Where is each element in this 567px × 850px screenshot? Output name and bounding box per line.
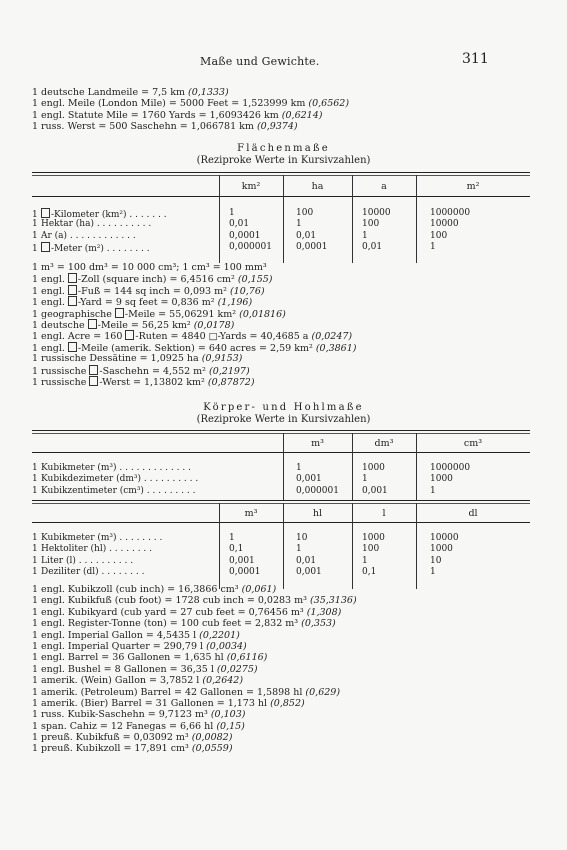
row-label-text: -Meter (m²) . . . . . . . . bbox=[51, 243, 150, 254]
conversion-line bbox=[32, 641, 357, 652]
line-prefix: engl. bbox=[41, 297, 68, 309]
reciprocal-value: (1,196) bbox=[217, 297, 253, 309]
square-symbol-icon bbox=[41, 208, 50, 218]
line-text: span. Cahiz = 12 Fanegas = 6,66 hl bbox=[41, 720, 214, 732]
row-number: 1 bbox=[32, 555, 38, 566]
area-col-header-a: a bbox=[381, 181, 387, 192]
conversion-line bbox=[32, 342, 356, 353]
row-label-text: Kubikzentimeter (cm³) . . . . . . . . . bbox=[41, 485, 196, 496]
table-top-rule bbox=[32, 172, 530, 173]
table-row bbox=[32, 208, 530, 219]
line-text: amerik. (Petroleum) Barrel = 42 Gallonen = 1,5898 hl bbox=[41, 686, 303, 698]
line-number: 1 bbox=[32, 640, 39, 652]
line-number: 1 bbox=[32, 274, 39, 286]
table-cell: 0,01 bbox=[296, 230, 317, 241]
row-label-text: Liter (l) . . . . . . . . . . bbox=[41, 555, 134, 566]
line-text: amerik. (Wein) Gallon = 3,7852 l bbox=[41, 675, 200, 687]
table-row bbox=[32, 474, 530, 485]
reciprocal-value: (0,2197) bbox=[209, 365, 250, 377]
conversion-line bbox=[32, 319, 356, 330]
reciprocal-value: (0,0247) bbox=[311, 331, 353, 343]
reciprocal-value: (0,9153) bbox=[201, 353, 243, 365]
conversion-line bbox=[32, 732, 357, 743]
line-text: engl. Statute Mile = 1760 Yards = 1,6093426 km bbox=[41, 109, 279, 121]
reciprocal-value: (0,0082) bbox=[191, 732, 233, 744]
reciprocal-value: (0,3861) bbox=[315, 342, 357, 354]
reciprocal-value: (1,308) bbox=[306, 606, 342, 618]
line-number: 1 bbox=[32, 98, 39, 110]
line-text: -Meile = 55,06291 km² bbox=[124, 308, 237, 320]
line-text: russ. Werst = 500 Saschehn = 1,066781 km bbox=[41, 121, 254, 133]
reciprocal-value: (0,2642) bbox=[202, 675, 244, 687]
conversion-line bbox=[32, 308, 356, 319]
area-section-title: Flächenmaße bbox=[237, 143, 330, 154]
square-symbol-icon bbox=[115, 308, 124, 318]
square-symbol-icon bbox=[68, 285, 77, 295]
area-col-header-ha: ha bbox=[311, 181, 324, 192]
table-row bbox=[32, 567, 530, 578]
conversion-line bbox=[32, 721, 357, 732]
conversion-line bbox=[32, 121, 349, 132]
table-row bbox=[32, 486, 530, 497]
reciprocal-value: (0,852) bbox=[270, 697, 305, 709]
conversion-line bbox=[32, 353, 356, 364]
conversion-line bbox=[32, 330, 356, 341]
conversion-line bbox=[32, 584, 357, 595]
conversion-line bbox=[32, 652, 357, 663]
reciprocal-value: (35,3136) bbox=[309, 595, 357, 607]
area-col-header-km2: km² bbox=[241, 181, 261, 192]
line-text: russ. Kubik-Saschehn = 9,7123 m³ bbox=[41, 709, 208, 721]
reciprocal-value: (0,9374) bbox=[256, 121, 298, 133]
line-number: 1 bbox=[32, 732, 39, 744]
table-cell: 0,001 bbox=[229, 555, 255, 566]
line-prefix: engl. bbox=[41, 274, 68, 286]
vol1-col-header-m3: m³ bbox=[311, 438, 324, 449]
table-cell: 0,001 bbox=[296, 474, 322, 485]
line-text: engl. Kubikzoll (cub inch) = 16,3866 cm³ bbox=[41, 584, 239, 595]
line-number: 1 bbox=[32, 697, 39, 709]
table-cell: 0,000001 bbox=[296, 485, 339, 496]
table-row bbox=[32, 463, 530, 474]
table-cell: 1 bbox=[430, 566, 436, 577]
table-row bbox=[32, 533, 530, 544]
line-text: engl. Kubikyard (cub yard = 27 cub feet = 0,76456 m³ bbox=[41, 606, 304, 618]
line-number: 1 bbox=[32, 652, 39, 664]
line-number: 1 bbox=[32, 675, 39, 687]
row-label-text: Kubikmeter (m³) . . . . . . . . . . . . . bbox=[41, 463, 191, 473]
line-text: engl. Register-Tonne (ton) = 100 cub feet = 2,832 m³ bbox=[41, 618, 299, 630]
table-header-rule bbox=[32, 196, 530, 197]
running-header-title: Maße und Gewichte. bbox=[200, 55, 320, 68]
reciprocal-value: (10,76) bbox=[229, 285, 265, 297]
line-number: 1 bbox=[32, 618, 39, 630]
table-cell: 1 bbox=[430, 485, 436, 496]
row-number: 1 bbox=[32, 463, 38, 473]
reciprocal-value: (0,353) bbox=[301, 618, 336, 630]
line-number: 1 bbox=[32, 743, 39, 755]
row-label bbox=[32, 242, 150, 255]
table-cell: 1 bbox=[296, 219, 302, 230]
conversion-line bbox=[32, 698, 357, 709]
line-text: preuß. Kubikzoll = 17,891 cm³ bbox=[41, 743, 189, 755]
reciprocal-value: (0,629) bbox=[305, 686, 341, 698]
conversion-line bbox=[32, 709, 357, 720]
line-text: -Zoll (square inch) = 6,4516 cm² bbox=[77, 274, 235, 286]
reciprocal-value: (0,0034) bbox=[206, 640, 247, 652]
line-text: -Meile = 56,25 km² bbox=[97, 319, 191, 331]
table-cell: 0,0001 bbox=[296, 241, 328, 252]
table-top-rule bbox=[32, 503, 530, 504]
conversion-line bbox=[32, 98, 349, 109]
table-cell: 10000 bbox=[430, 533, 459, 543]
area-col-header-m2: m² bbox=[466, 181, 480, 192]
reciprocal-value: (0,0275) bbox=[216, 663, 258, 675]
line-number: 1 bbox=[32, 376, 39, 388]
line-text: engl. Bushel = 8 Gallonen = 36,35 l bbox=[41, 663, 214, 675]
vol2-col-header-l: l bbox=[382, 508, 386, 519]
row-number: 1 bbox=[32, 544, 38, 555]
line-number: 1 bbox=[32, 87, 39, 98]
table-cell: 0,0001 bbox=[229, 566, 261, 577]
table-row bbox=[32, 242, 530, 253]
line-prefix: deutsche bbox=[41, 319, 88, 331]
table-cell: 1000000 bbox=[430, 208, 471, 218]
row-number: 1 bbox=[32, 533, 38, 543]
line-text: preuß. Kubikfuß = 0,03092 m³ bbox=[41, 732, 189, 744]
row-label bbox=[32, 567, 144, 578]
line-text: -Fuß = 144 sq inch = 0,093 m² bbox=[77, 285, 227, 297]
line-number: 1 bbox=[32, 297, 39, 309]
row-number: 1 bbox=[32, 566, 38, 577]
table-row bbox=[32, 219, 530, 230]
line-text: deutsche Landmeile = 7,5 km bbox=[41, 87, 185, 98]
line-number: 1 bbox=[32, 629, 39, 641]
line-prefix: geographische bbox=[41, 308, 115, 320]
table-cell: 1 bbox=[362, 230, 368, 241]
square-symbol-icon bbox=[89, 365, 98, 375]
line-number: 1 bbox=[32, 109, 39, 121]
table-cell: 0,01 bbox=[362, 241, 383, 252]
table-cell: 1 bbox=[229, 533, 235, 543]
table-cell: 0,001 bbox=[362, 485, 388, 496]
line-number: 1 bbox=[32, 584, 39, 595]
line-number: 1 bbox=[32, 285, 39, 297]
table-cell: 0,1 bbox=[362, 566, 377, 577]
volume-section-title: Körper- und Hohlmaße bbox=[203, 402, 364, 413]
table-cell: 1 bbox=[430, 241, 436, 252]
table-cell: 1 bbox=[362, 474, 368, 485]
square-symbol-icon bbox=[89, 376, 98, 386]
table-cell: 1 bbox=[362, 555, 368, 566]
row-label bbox=[32, 474, 198, 485]
reciprocal-value: (0,01816) bbox=[239, 308, 286, 320]
vol1-col-header-dm3: dm³ bbox=[374, 438, 394, 449]
row-label-text: Deziliter (dl) . . . . . . . . bbox=[41, 566, 145, 577]
table-cell: 1 bbox=[229, 208, 235, 218]
line-text: -Werst = 1,13802 km² bbox=[99, 376, 205, 388]
page-number: 311 bbox=[462, 51, 489, 67]
table-top-rule bbox=[32, 433, 530, 434]
conversion-line bbox=[32, 262, 356, 273]
line-prefix: russische bbox=[41, 376, 90, 388]
table-cell: 1000 bbox=[362, 533, 385, 543]
row-label bbox=[32, 533, 162, 544]
table-top-rule bbox=[32, 500, 530, 501]
line-text: -Ruten = 4840 □-Yards = 40,4685 a bbox=[135, 331, 309, 343]
line-text: -Meile (amerik. Sektion) = 640 acres = 2,59 km² bbox=[77, 342, 313, 354]
area-section-subtitle: (Reziproke Werte in Kursivzahlen) bbox=[196, 155, 371, 166]
table-row bbox=[32, 231, 530, 242]
table-cell: 100 bbox=[362, 219, 380, 230]
line-number: 1 bbox=[32, 365, 39, 377]
table-cell: 1000 bbox=[362, 463, 385, 473]
table-cell: 1000000 bbox=[430, 463, 471, 473]
line-number: 1 bbox=[32, 308, 39, 320]
reciprocal-value: (0,0559) bbox=[191, 743, 233, 755]
volume-table-1 bbox=[32, 463, 530, 497]
row-number: 1 bbox=[32, 485, 38, 496]
reciprocal-value: (0,87872) bbox=[207, 376, 255, 388]
table-cell: 10000 bbox=[430, 219, 459, 230]
reciprocal-value: (0,103) bbox=[210, 709, 246, 721]
line-number: 1 bbox=[32, 720, 39, 732]
row-number: 1 bbox=[32, 210, 38, 220]
reciprocal-value: (0,6116) bbox=[226, 652, 268, 664]
line-number: 1 bbox=[32, 342, 39, 354]
row-label-text: Hektar (ha) . . . . . . . . . . bbox=[41, 219, 152, 230]
row-label bbox=[32, 463, 191, 474]
table-cell: 100 bbox=[296, 208, 314, 218]
table-header-rule bbox=[32, 452, 530, 453]
reciprocal-value: (0,061) bbox=[241, 584, 277, 595]
table-cell: 0,01 bbox=[296, 555, 317, 566]
conversion-line bbox=[32, 296, 356, 307]
table-cell: 0,01 bbox=[229, 219, 250, 230]
conversion-line bbox=[32, 630, 357, 641]
table-cell: 0,001 bbox=[296, 566, 322, 577]
reciprocal-value: (0,6562) bbox=[308, 98, 350, 110]
square-symbol-icon bbox=[125, 330, 134, 340]
table-cell: 1 bbox=[296, 463, 302, 473]
line-number: 1 bbox=[32, 595, 39, 607]
line-text: russische Dessätine = 1,0925 ha bbox=[41, 353, 199, 365]
line-number: 1 bbox=[32, 121, 39, 133]
table-header-rule bbox=[32, 522, 530, 523]
row-label bbox=[32, 219, 151, 230]
row-label-text: -Kilometer (km²) . . . . . . . bbox=[51, 210, 167, 220]
row-label bbox=[32, 556, 133, 567]
volume-conversion-lines bbox=[32, 584, 357, 755]
row-label bbox=[32, 486, 195, 497]
reciprocal-value: (0,0178) bbox=[193, 319, 235, 331]
conversion-line bbox=[32, 607, 357, 618]
line-text: engl. Barrel = 36 Gallonen = 1,635 hl bbox=[41, 652, 224, 664]
vol2-col-header-m3: m³ bbox=[244, 508, 258, 519]
area-conversion-lines bbox=[32, 262, 356, 387]
row-label-text: Kubikmeter (m³) . . . . . . . . bbox=[41, 533, 163, 543]
line-text: engl. Imperial Gallon = 4,5435 l bbox=[41, 629, 197, 641]
table-row bbox=[32, 544, 530, 555]
table-cell: 100 bbox=[362, 544, 380, 555]
conversion-line bbox=[32, 376, 356, 387]
line-text: engl. Kubikfuß (cub foot) = 1728 cub inch = 0,0283 m³ bbox=[41, 595, 307, 607]
line-text: engl. Imperial Quarter = 290,79 l bbox=[41, 640, 204, 652]
conversion-line bbox=[32, 365, 356, 376]
reciprocal-value: (0,2201) bbox=[199, 629, 240, 641]
vol1-col-header-cm3: cm³ bbox=[463, 438, 483, 449]
line-prefix: russische bbox=[41, 365, 90, 377]
line-text: amerik. (Bier) Barrel = 31 Gallonen = 1,173 hl bbox=[41, 697, 268, 709]
volume-section-subtitle: (Reziproke Werte in Kursivzahlen) bbox=[196, 414, 371, 425]
line-text: -Saschehn = 4,552 m² bbox=[99, 365, 206, 377]
line-number: 1 bbox=[32, 262, 39, 273]
line-number: 1 bbox=[32, 353, 39, 365]
line-number: 1 bbox=[32, 606, 39, 618]
line-text: -Yard = 9 sq feet = 0,836 m² bbox=[77, 297, 215, 309]
line-number: 1 bbox=[32, 663, 39, 675]
table-cell: 0,000001 bbox=[229, 241, 272, 252]
row-label-text: Kubikdezimeter (dm³) . . . . . . . . . . bbox=[41, 474, 199, 485]
table-cell: 1000 bbox=[430, 544, 453, 555]
row-number: 1 bbox=[32, 243, 38, 254]
conversion-line bbox=[32, 618, 357, 629]
table-row bbox=[32, 556, 530, 567]
conversion-line bbox=[32, 664, 357, 675]
vol2-col-header-hl: hl bbox=[312, 508, 323, 519]
reciprocal-value: (0,155) bbox=[237, 274, 273, 286]
table-cell: 0,0001 bbox=[229, 230, 261, 241]
table-top-rule bbox=[32, 175, 530, 176]
row-number: 1 bbox=[32, 230, 38, 241]
row-number: 1 bbox=[32, 474, 38, 485]
row-label bbox=[32, 544, 152, 555]
volume-table-2 bbox=[32, 533, 530, 578]
line-prefix: engl. Acre = 160 bbox=[41, 331, 126, 343]
conversion-line bbox=[32, 273, 356, 284]
line-prefix: engl. bbox=[41, 342, 68, 354]
reciprocal-value: (0,6214) bbox=[281, 109, 323, 121]
length-conversion-lines bbox=[32, 87, 349, 133]
conversion-line bbox=[32, 285, 356, 296]
conversion-line bbox=[32, 675, 357, 686]
table-cell: 10 bbox=[296, 533, 308, 543]
conversion-line bbox=[32, 743, 357, 754]
table-cell: 0,1 bbox=[229, 544, 244, 555]
row-label-text: Hektoliter (hl) . . . . . . . . bbox=[41, 544, 152, 555]
square-symbol-icon bbox=[41, 242, 50, 252]
table-cell: 100 bbox=[430, 230, 448, 241]
row-label bbox=[32, 231, 136, 242]
reciprocal-value: (0,1333) bbox=[188, 87, 229, 98]
table-cell: 10000 bbox=[362, 208, 391, 218]
table-top-rule bbox=[32, 430, 530, 431]
conversion-line bbox=[32, 687, 357, 698]
conversion-line bbox=[32, 87, 349, 98]
line-prefix: engl. bbox=[41, 285, 68, 297]
area-table bbox=[32, 208, 530, 253]
square-symbol-icon bbox=[68, 296, 77, 306]
conversion-line bbox=[32, 595, 357, 606]
reciprocal-value: (0,15) bbox=[216, 720, 245, 732]
line-number: 1 bbox=[32, 686, 39, 698]
line-number: 1 bbox=[32, 319, 39, 331]
square-symbol-icon bbox=[68, 342, 77, 352]
vol2-col-header-dl: dl bbox=[468, 508, 478, 519]
line-number: 1 bbox=[32, 709, 39, 721]
line-number: 1 bbox=[32, 331, 39, 343]
row-number: 1 bbox=[32, 219, 38, 230]
table-cell: 1000 bbox=[430, 474, 453, 485]
square-symbol-icon bbox=[88, 319, 97, 329]
conversion-line bbox=[32, 110, 349, 121]
table-cell: 1 bbox=[296, 544, 302, 555]
line-text: engl. Meile (London Mile) = 5000 Feet = 1,523999 km bbox=[41, 98, 306, 110]
line-text: m³ = 100 dm³ = 10 000 cm³; 1 cm³ = 100 mm³ bbox=[41, 262, 267, 273]
row-label-text: Ar (a) . . . . . . . . . . . . bbox=[41, 230, 136, 241]
table-cell: 10 bbox=[430, 555, 442, 566]
square-symbol-icon bbox=[68, 273, 77, 283]
